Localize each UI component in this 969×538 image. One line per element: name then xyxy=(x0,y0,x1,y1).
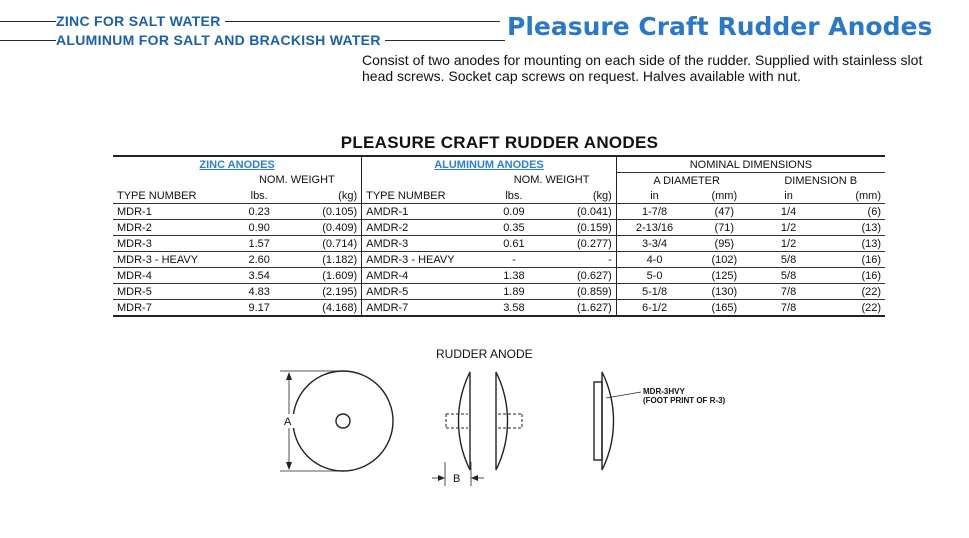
cell-b-in: 1/4 xyxy=(756,204,820,220)
dim-a-arrow-bottom xyxy=(286,462,292,470)
anode-side-right xyxy=(496,372,508,470)
dim-b-arrow-left xyxy=(438,475,445,481)
drawing-label: RUDDER ANODE xyxy=(436,347,533,361)
cell-type-zinc: MDR-3 xyxy=(113,236,233,252)
cell-a-in: 6-1/2 xyxy=(616,300,692,317)
cell-kg-zinc: (2.195) xyxy=(286,284,362,300)
page-title: Pleasure Craft Rudder Anodes xyxy=(507,12,933,41)
col-a-in: in xyxy=(616,188,692,204)
cell-kg-alu: (0.627) xyxy=(540,268,616,284)
cell-kg-alu: (1.627) xyxy=(540,300,616,317)
cell-a-mm: (47) xyxy=(692,204,756,220)
center-hole xyxy=(336,414,350,428)
cell-b-in: 1/2 xyxy=(756,220,820,236)
dim-a-text: A xyxy=(284,416,292,428)
cell-type-zinc: MDR-5 xyxy=(113,284,233,300)
cell-a-mm: (102) xyxy=(692,252,756,268)
cell-type-zinc: MDR-7 xyxy=(113,300,233,317)
col-a-mm: (mm) xyxy=(692,188,756,204)
cell-a-in: 4-0 xyxy=(616,252,692,268)
cell-lbs-zinc: 1.57 xyxy=(233,236,286,252)
cell-a-in: 5-1/8 xyxy=(616,284,692,300)
cell-a-mm: (125) xyxy=(692,268,756,284)
cell-b-in: 1/2 xyxy=(756,236,820,252)
heavy-note-line2: (FOOT PRINT OF R-3) xyxy=(643,396,726,405)
col-type-zinc: TYPE NUMBER xyxy=(113,188,233,204)
cell-lbs-alu: 1.38 xyxy=(487,268,540,284)
cell-type-alu: AMDR-4 xyxy=(362,268,488,284)
cell-b-in: 7/8 xyxy=(756,300,820,317)
cell-type-zinc: MDR-4 xyxy=(113,268,233,284)
heavy-note-line1: MDR-3HVY xyxy=(643,387,685,396)
col-b-mm: (mm) xyxy=(821,188,885,204)
screw-right xyxy=(498,414,522,428)
aluminum-label: ALUMINUM FOR SALT AND BRACKISH WATER xyxy=(56,32,385,48)
cell-a-mm: (95) xyxy=(692,236,756,252)
cell-type-zinc: MDR-2 xyxy=(113,220,233,236)
cell-b-mm: (22) xyxy=(821,300,885,317)
cell-kg-alu: (0.859) xyxy=(540,284,616,300)
cell-b-in: 7/8 xyxy=(756,284,820,300)
col-type-alu: TYPE NUMBER xyxy=(362,188,488,204)
col-lbs-zinc: lbs. xyxy=(233,188,286,204)
col-b-in: in xyxy=(756,188,820,204)
cell-lbs-alu: 1.89 xyxy=(487,284,540,300)
cell-b-in: 5/8 xyxy=(756,252,820,268)
cell-type-alu: AMDR-3 - HEAVY xyxy=(362,252,488,268)
col-kg-zinc: (kg) xyxy=(286,188,362,204)
cell-lbs-alu: 3.58 xyxy=(487,300,540,317)
cell-a-in: 3-3/4 xyxy=(616,236,692,252)
col-kg-alu: (kg) xyxy=(540,188,616,204)
group-dimensions: NOMINAL DIMENSIONS xyxy=(616,156,885,173)
cell-a-mm: (130) xyxy=(692,284,756,300)
col-lbs-alu: lbs. xyxy=(487,188,540,204)
cell-lbs-alu: 0.35 xyxy=(487,220,540,236)
cell-kg-alu: (0.041) xyxy=(540,204,616,220)
dim-b-arrow-right xyxy=(471,475,478,481)
group-zinc: ZINC ANODES xyxy=(113,156,362,173)
cell-type-zinc: MDR-1 xyxy=(113,204,233,220)
cell-b-mm: (6) xyxy=(821,204,885,220)
cell-a-in: 5-0 xyxy=(616,268,692,284)
cell-lbs-alu: - xyxy=(487,252,540,268)
cell-kg-alu: (0.159) xyxy=(540,220,616,236)
cell-b-mm: (16) xyxy=(821,252,885,268)
cell-type-alu: AMDR-1 xyxy=(362,204,488,220)
cell-b-mm: (16) xyxy=(821,268,885,284)
subhead-dimension-b: DIMENSION B xyxy=(784,174,858,187)
heavy-note-leader xyxy=(606,392,641,398)
cell-lbs-alu: 0.09 xyxy=(487,204,540,220)
anode-heavy-side xyxy=(602,372,614,470)
cell-lbs-zinc: 0.90 xyxy=(233,220,286,236)
table-title: PLEASURE CRAFT RUDDER ANODES xyxy=(340,133,659,152)
anode-side-left xyxy=(458,372,470,470)
dim-b-text: B xyxy=(453,473,461,485)
cell-lbs-alu: 0.61 xyxy=(487,236,540,252)
cell-type-alu: AMDR-5 xyxy=(362,284,488,300)
cell-a-in: 1-7/8 xyxy=(616,204,692,220)
cell-type-zinc: MDR-3 - HEAVY xyxy=(113,252,233,268)
cell-lbs-zinc: 2.60 xyxy=(233,252,286,268)
cell-type-alu: AMDR-2 xyxy=(362,220,488,236)
cell-type-alu: AMDR-7 xyxy=(362,300,488,317)
cell-b-in: 5/8 xyxy=(756,268,820,284)
screw-left xyxy=(446,414,468,428)
subhead-nom-weight-alu: NOM. WEIGHT xyxy=(487,173,616,189)
subhead-nom-weight-zinc: NOM. WEIGHT xyxy=(233,173,362,189)
cell-kg-alu: (0.277) xyxy=(540,236,616,252)
subhead-a-diameter: A DIAMETER xyxy=(653,174,720,187)
cell-kg-zinc: (0.105) xyxy=(286,204,362,220)
cell-lbs-zinc: 0.23 xyxy=(233,204,286,220)
cell-kg-zinc: (1.182) xyxy=(286,252,362,268)
cell-kg-zinc: (1.609) xyxy=(286,268,362,284)
cell-b-mm: (22) xyxy=(821,284,885,300)
cell-b-mm: (13) xyxy=(821,236,885,252)
cell-lbs-zinc: 4.83 xyxy=(233,284,286,300)
cell-b-mm: (13) xyxy=(821,220,885,236)
cell-kg-zinc: (0.714) xyxy=(286,236,362,252)
cell-a-mm: (165) xyxy=(692,300,756,317)
cell-lbs-zinc: 9.17 xyxy=(233,300,286,317)
cell-type-alu: AMDR-3 xyxy=(362,236,488,252)
cell-kg-zinc: (0.409) xyxy=(286,220,362,236)
cell-lbs-zinc: 3.54 xyxy=(233,268,286,284)
anode-front-view xyxy=(293,371,393,471)
dim-a-arrow-top xyxy=(286,372,292,380)
cell-kg-zinc: (4.168) xyxy=(286,300,362,317)
product-description: Consist of two anodes for mounting on each side of the rudder. Supplied with stainless slot head screws. Socket cap screws on request. Halves available with nut. xyxy=(362,52,923,84)
cell-a-mm: (71) xyxy=(692,220,756,236)
group-aluminum: ALUMINUM ANODES xyxy=(362,156,617,173)
cell-a-in: 2-13/16 xyxy=(616,220,692,236)
heavy-footprint-plate xyxy=(594,382,602,460)
cell-kg-alu: - xyxy=(540,252,616,268)
zinc-label: ZINC FOR SALT WATER xyxy=(56,13,225,29)
